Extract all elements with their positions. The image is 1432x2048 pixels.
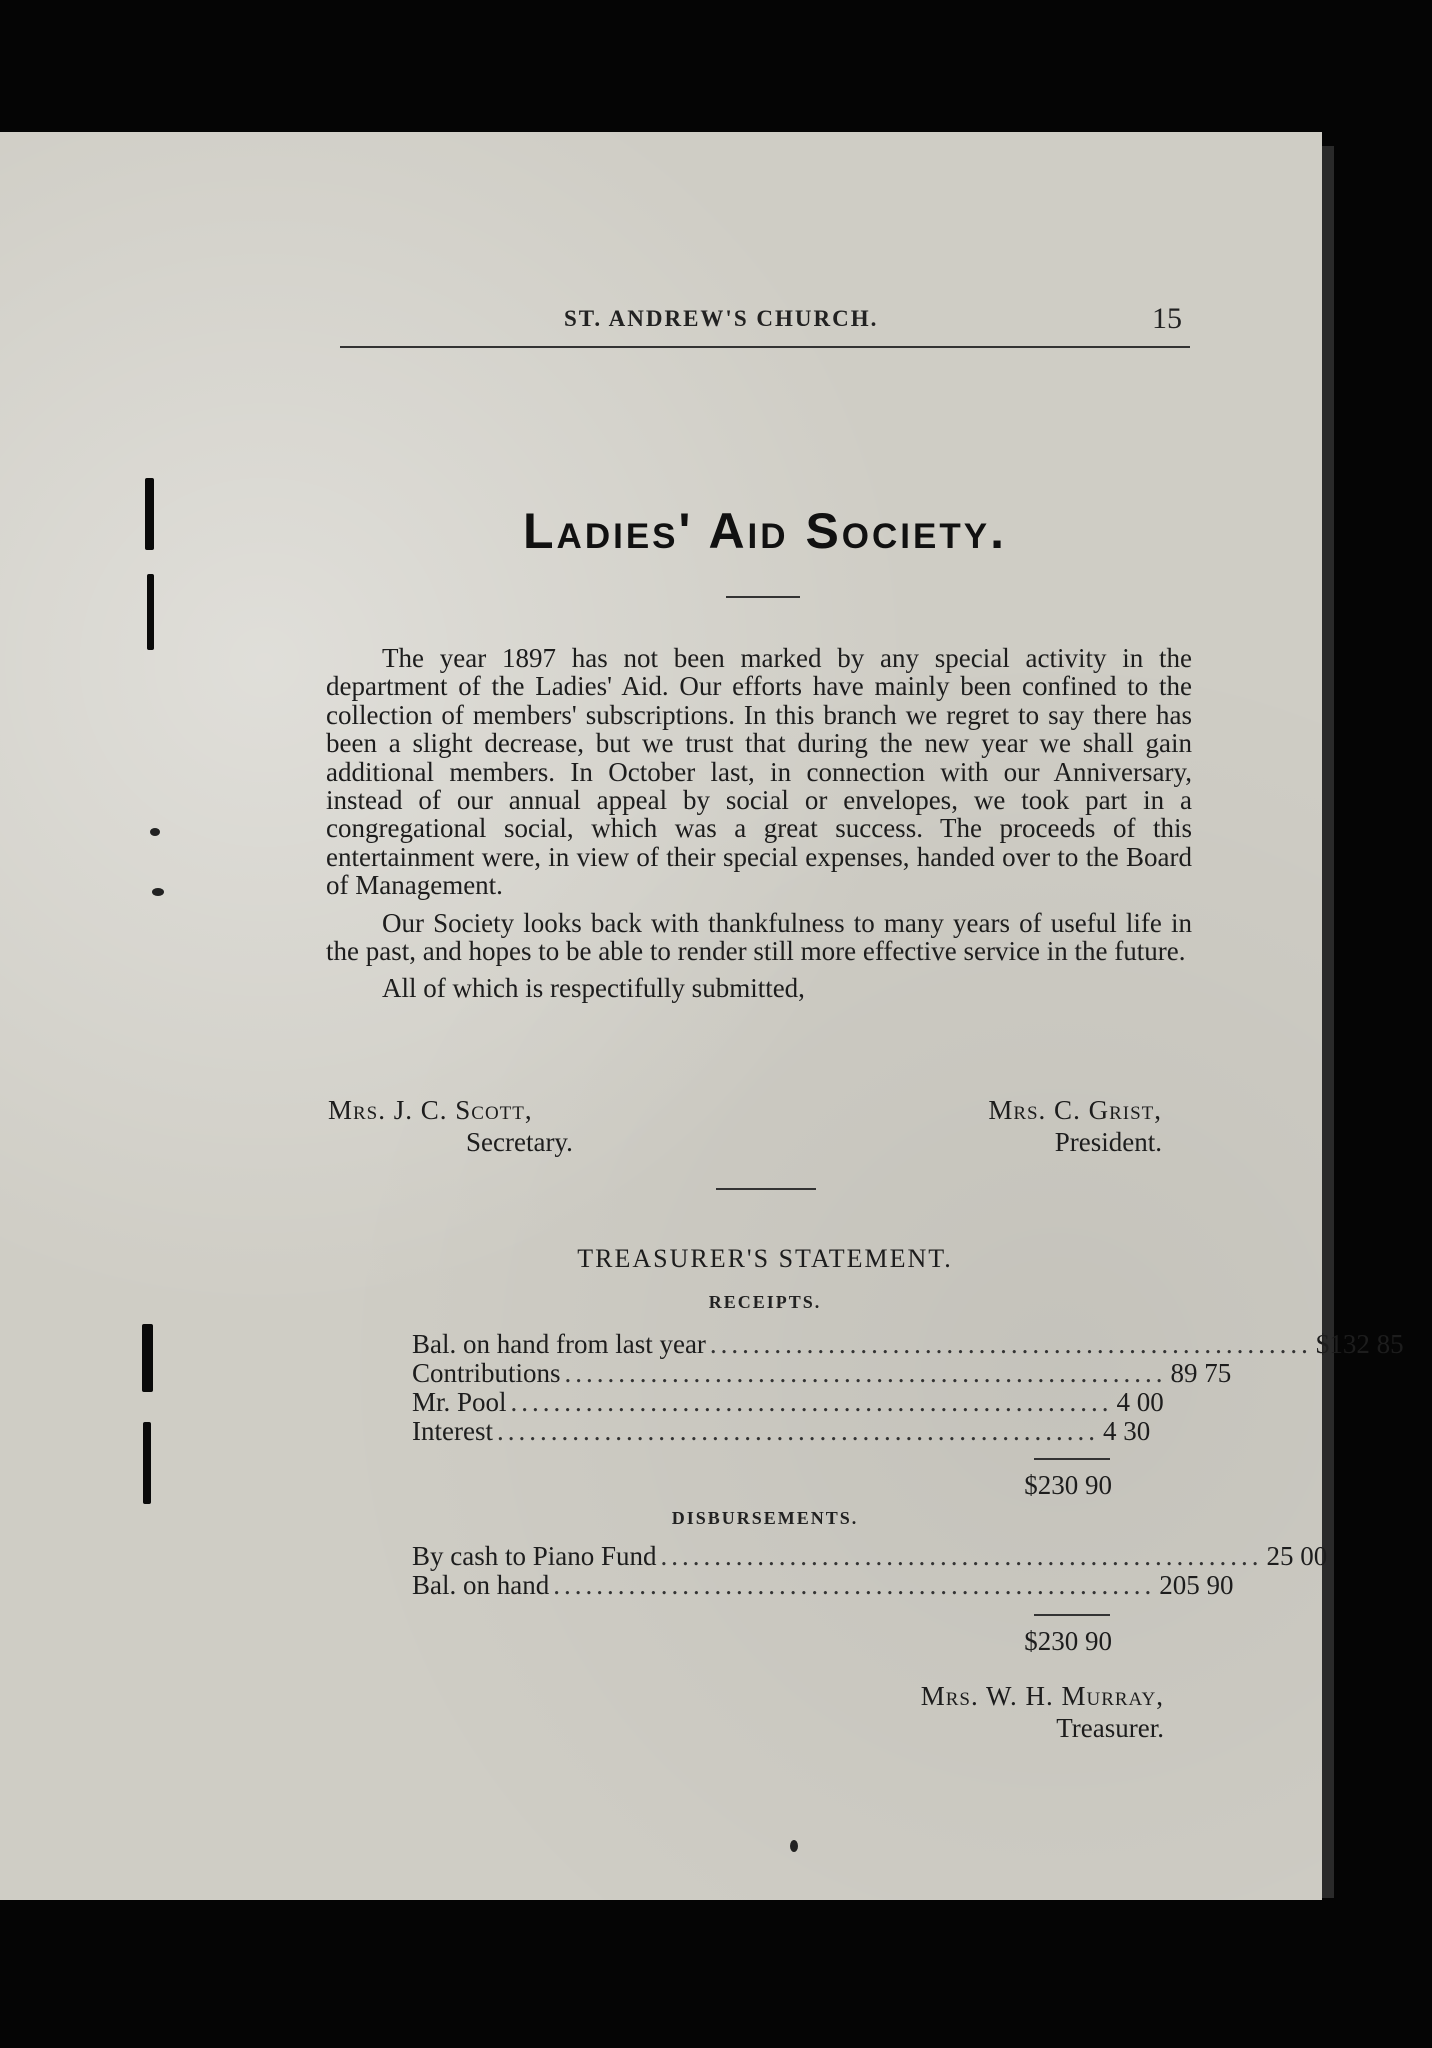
- leader-dots: ........................................................: [496, 1416, 1099, 1446]
- title-rule: [726, 596, 800, 598]
- ledger-label: By cash to Piano Fund: [412, 1541, 657, 1571]
- president-signature: [896, 1094, 1162, 1158]
- ledger-row: [412, 1541, 1328, 1571]
- president-role: President.: [1054, 1127, 1162, 1157]
- running-title: ST. ANDREW'S CHURCH.: [564, 306, 879, 331]
- ledger-amount: 4 00: [1116, 1387, 1164, 1417]
- report-paragraph: Our Society looks back with thankfulness to many years of useful life in the past, and hopes to be able to render still more effective service in the future.: [326, 907, 1192, 967]
- sum-rule: [1034, 1458, 1110, 1460]
- sum-rule: [1034, 1614, 1110, 1616]
- ledger-label: Bal. on hand from last year: [412, 1329, 706, 1359]
- ledger-amount: 4 30: [1102, 1416, 1151, 1446]
- page-edge: [1322, 146, 1334, 1898]
- ink-speck: [790, 1840, 798, 1852]
- secretary-role: Secretary.: [466, 1127, 573, 1157]
- receipts-heading: RECEIPTS.: [708, 1292, 822, 1312]
- disbursements-total: $230 90: [1024, 1626, 1112, 1656]
- section-title: Ladies' Aid Society.: [523, 503, 1007, 559]
- page-number: 15: [1152, 302, 1182, 335]
- ledger-row: [412, 1416, 1151, 1446]
- scanned-page: [0, 132, 1322, 1900]
- ledger-label: Contributions: [412, 1358, 561, 1388]
- treasurer-signature: [780, 1680, 1164, 1744]
- leader-dots: ........................................................: [553, 1570, 1156, 1600]
- leader-dots: ........................................................: [510, 1387, 1113, 1417]
- ledger-row: [412, 1570, 1234, 1600]
- ledger-label: Mr. Pool: [412, 1387, 507, 1417]
- ledger-row: [412, 1387, 1164, 1417]
- treasurer-role: Treasurer.: [1056, 1713, 1164, 1743]
- secretary-signature: [328, 1094, 573, 1158]
- ledger-label: Interest: [412, 1416, 493, 1446]
- section-rule: [716, 1188, 816, 1190]
- ledger-amount: $132 85: [1315, 1329, 1404, 1359]
- ledger-label: Bal. on hand: [412, 1570, 550, 1600]
- disbursements-heading: DISBURSEMENTS.: [671, 1508, 859, 1528]
- leader-dots: ........................................................: [564, 1358, 1167, 1388]
- report-paragraph: The year 1897 has not been marked by any special activity in the department of the Ladies' Aid. Our efforts have mainly been confined to the collection of members' subscriptions. In this branch we regret to say there has been a slight decrease, but we trust that during the new year we shall gain additional members. In October last, in connection with our Anniversary, instead of our annual appeal by social or envelopes, we took part in a congregational social, which was a great success. The proceeds of this entertainment were, in view of their special expenses, handed over to the Board of Management.: [326, 643, 1192, 901]
- receipts-total: $230 90: [1024, 1470, 1112, 1500]
- secretary-name: Mrs. J. C. Scott,: [328, 1095, 533, 1125]
- binding-mark: [147, 574, 154, 650]
- receipts-table: [412, 1329, 1404, 1446]
- ledger-row: [412, 1358, 1232, 1388]
- closing-line: All of which is respectifully submitted,: [382, 973, 805, 1004]
- treasurer-statement-heading: TREASURER'S STATEMENT.: [577, 1244, 953, 1273]
- disbursements-table: [412, 1541, 1328, 1600]
- leader-dots: ........................................................: [660, 1541, 1263, 1571]
- running-head: [340, 302, 1190, 348]
- treasurer-name: Mrs. W. H. Murray,: [920, 1681, 1164, 1711]
- binding-mark: [142, 1324, 153, 1392]
- ink-speck: [150, 828, 160, 836]
- ink-speck: [152, 888, 164, 896]
- report-body: [326, 644, 1192, 1003]
- president-name: Mrs. C. Grist,: [988, 1095, 1162, 1125]
- leader-dots: ........................................................: [709, 1329, 1312, 1359]
- ledger-amount: 89 75: [1170, 1358, 1232, 1388]
- binding-mark: [143, 1422, 151, 1504]
- ledger-row: [412, 1329, 1404, 1359]
- ledger-amount: 25 00: [1266, 1541, 1328, 1571]
- ledger-amount: 205 90: [1159, 1570, 1234, 1600]
- binding-mark: [145, 478, 154, 550]
